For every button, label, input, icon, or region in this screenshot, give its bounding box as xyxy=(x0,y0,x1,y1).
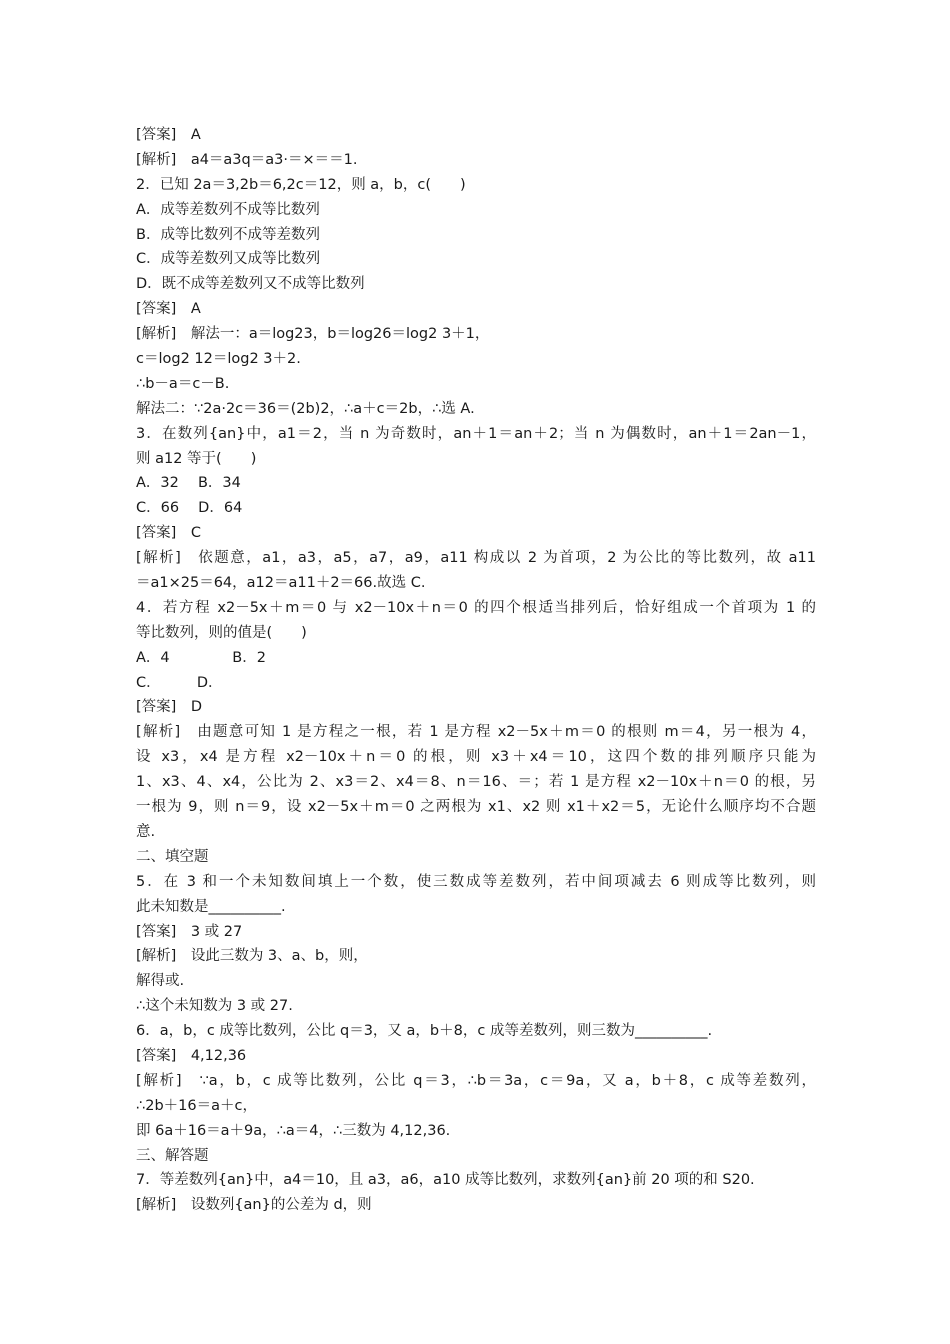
q3-analysis-2: ＝a1×25＝64，a12＝a11＋2＝66.故选 C. xyxy=(136,575,426,592)
q2-option-a: A．成等差数列不成等比数列 xyxy=(136,201,320,218)
q3-answer: [答案] C xyxy=(136,525,201,542)
q3-analysis-1: [解析] 依题意，a1，a3，a5，a7，a9，a11 构成以 2 为首项，2 为公比的等比数列，故 a11 xyxy=(136,550,816,567)
question-5-line-1: 5．在 3 和一个未知数间填上一个数，使三数成等差数列，若中间项减去 6 则成等比数列，则 xyxy=(136,873,816,890)
q2-analysis-3: ∴b－a＝c－B. xyxy=(136,375,230,392)
q3-options-ab: A．32 B．34 xyxy=(136,475,241,492)
q2-analysis-2: c＝log2 12＝log2 3＋2. xyxy=(136,351,301,368)
q4-analysis-4: 一根为 9，则 n＝9，设 x2－5x＋m＝0 之两根为 x1、x2 则 x1＋x2＝5，无论什么顺序均不合题 xyxy=(136,799,816,816)
q2-answer: [答案] A xyxy=(136,301,201,318)
q5-answer: [答案] 3 或 27 xyxy=(136,923,243,940)
q4-options-cd: C． D． xyxy=(136,674,223,691)
answer-line-1: [答案] A xyxy=(136,127,201,143)
q2-analysis-1: [解析] 解法一：a＝log23，b＝log26＝log2 3＋1， xyxy=(136,326,490,343)
q4-analysis-5: 意. xyxy=(136,823,156,840)
q4-options-ab: A．4 B．2 xyxy=(136,649,266,666)
q6-analysis-1: [解析] ∵a，b，c 成等比数列，公比 q＝3，∴b＝3a，c＝9a，又 a，b＋8，c 成等差数列， xyxy=(136,1072,816,1089)
section-fill-in: 二、填空题 xyxy=(136,848,209,865)
q5-analysis-3: ∴这个未知数为 3 或 27. xyxy=(136,998,293,1015)
q5-analysis-2: 解得或. xyxy=(136,973,185,990)
q2-option-b: B．成等比数列不成等差数列 xyxy=(136,226,320,243)
question-3-line-1: 3．在数列{an}中，a1＝2，当 n 为奇数时，an＋1＝an＋2；当 n 为偶数时，an＋1＝2an－1， xyxy=(136,425,816,442)
question-7: 7．等差数列{an}中，a4＝10，且 a3，a6，a10 成等比数列，求数列{an}前 20 项的和 S20. xyxy=(136,1172,755,1189)
q6-analysis-3: 即 6a＋16＝a＋9a，∴a＝4，∴三数为 4,12,36. xyxy=(136,1122,451,1139)
q6-answer: [答案] 4,12,36 xyxy=(136,1047,247,1064)
question-3-line-2: 则 a12 等于( ) xyxy=(136,450,257,467)
q6-analysis-2: ∴2b＋16＝a＋c， xyxy=(136,1097,257,1114)
q4-answer: [答案] D xyxy=(136,699,202,716)
question-4-line-1: 4．若方程 x2－5x＋m＝0 与 x2－10x＋n＝0 的四个根适当排列后，恰好组成一个首项为 1 的 xyxy=(136,599,816,616)
q4-analysis-1: [解析] 由题意可知 1 是方程之一根，若 1 是方程 x2－5x＋m＝0 的根则 m＝4，另一根为 4， xyxy=(136,724,816,741)
question-5-line-2: 此未知数是__________. xyxy=(136,898,286,915)
section-solutions: 三、解答题 xyxy=(136,1147,209,1164)
question-6: 6．a，b，c 成等比数列，公比 q＝3，又 a，b＋8，c 成等差数列，则三数为__________. xyxy=(136,1023,713,1040)
q7-analysis-1: [解析] 设数列{an}的公差为 d，则 xyxy=(136,1197,372,1214)
q2-option-d: D．既不成等差数列又不成等比数列 xyxy=(136,276,365,293)
q3-options-cd: C．66 D．64 xyxy=(136,500,243,517)
q5-analysis-1: [解析] 设此三数为 3、a、b，则， xyxy=(136,948,368,965)
q2-option-c: C．成等差数列又成等比数列 xyxy=(136,251,321,268)
analysis-line-1: [解析] a4＝a3q＝a3·＝×＝＝1. xyxy=(136,151,358,168)
document-body xyxy=(136,123,816,1218)
question-4-line-2: 等比数列，则的值是( ) xyxy=(136,624,307,641)
question-2: 2．已知 2a＝3,2b＝6,2c＝12，则 a，b，c( ) xyxy=(136,176,466,193)
q2-analysis-4: 解法二：∵2a·2c＝36＝(2b)2，∴a＋c＝2b，∴选 A. xyxy=(136,400,475,417)
q4-analysis-2: 设 x3，x4 是方程 x2－10x＋n＝0 的根，则 x3＋x4＝10，这四个数的排列顺序只能为 xyxy=(136,749,816,766)
q4-analysis-3: 1、x3、4、x4，公比为 2、x3＝2、x4＝8、n＝16、＝；若 1 是方程 x2－10x＋n＝0 的根，另 xyxy=(136,774,816,791)
